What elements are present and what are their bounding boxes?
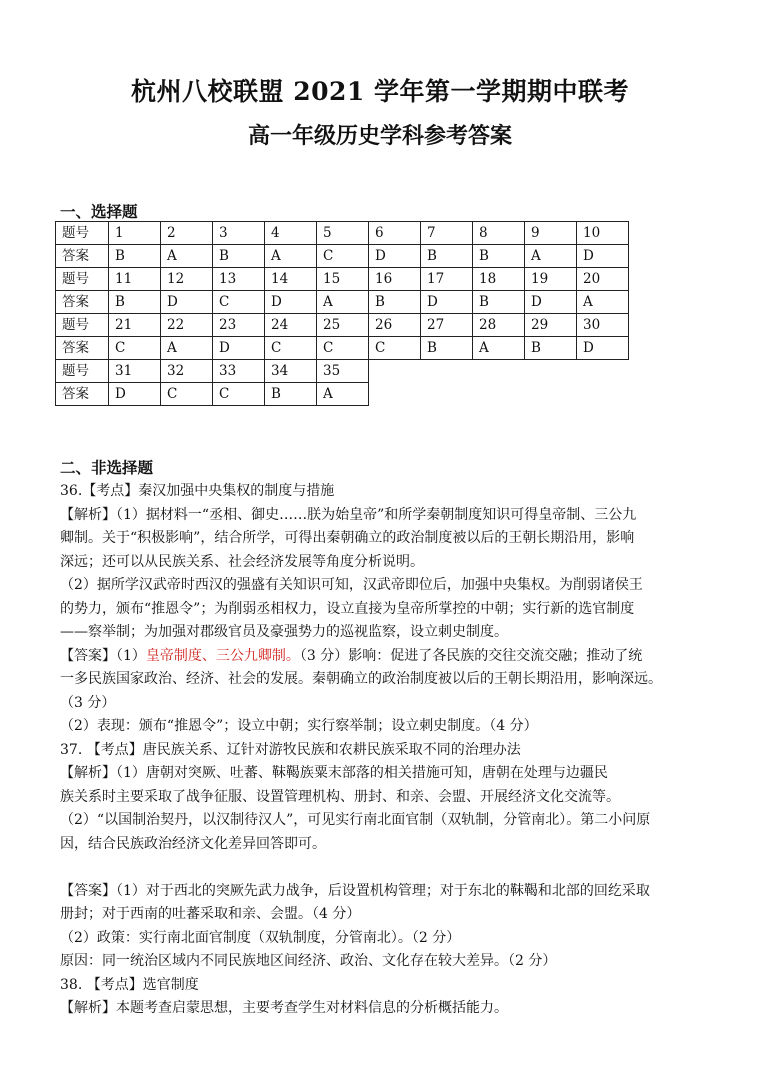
question-number-cell: 8 <box>473 222 525 245</box>
line-text-tail: （3 分）影响：促进了各民族的交往交流交融；推动了统 <box>299 647 643 664</box>
answer-cell: B <box>213 245 265 268</box>
question-number-cell: 9 <box>525 222 577 245</box>
row-label-answer: 答案 <box>56 245 109 268</box>
row-label-question: 题号 <box>56 268 109 291</box>
line-text: （3 分） <box>60 694 116 711</box>
question-number-cell: 10 <box>577 222 629 245</box>
answer-cell: A <box>577 291 629 314</box>
question-number-cell: 15 <box>317 268 369 291</box>
answer-cell: D <box>421 291 473 314</box>
answer-explanations <box>60 480 710 1021</box>
question-number-cell: 5 <box>317 222 369 245</box>
answer-cell: A <box>317 383 369 406</box>
answer-cell: C <box>213 383 265 406</box>
line-text: 原因：同一统治区域内不同民族地区间经济、政治、文化存在较大差异。（2 分） <box>60 953 557 969</box>
answer-cell: A <box>525 245 577 268</box>
text-line <box>60 504 710 528</box>
text-line <box>60 621 710 645</box>
text-line <box>60 880 710 904</box>
question-number-cell: 25 <box>317 314 369 337</box>
text-line <box>60 856 710 880</box>
answer-cell: B <box>421 245 473 268</box>
answer-cell: C <box>213 291 265 314</box>
answer-cell: A <box>265 245 317 268</box>
question-number-cell: 14 <box>265 268 317 291</box>
empty-cell <box>369 360 421 383</box>
question-number-cell: 17 <box>421 268 473 291</box>
line-text: （2）“以国制治契丹，以汉制待汉人”，可见实行南北面官制（双轨制，分管南北）。第二小问原 <box>60 812 651 828</box>
text-line <box>60 974 710 998</box>
page-subtitle: 高一年级历史学科参考答案 <box>247 123 512 149</box>
text-line <box>60 903 710 927</box>
line-text: 37. 【考点】唐民族关系、辽针对游牧民族和农耕民族采取不同的治理办法 <box>60 741 521 758</box>
row-label-question: 题号 <box>56 222 109 245</box>
question-number-cell: 35 <box>317 360 369 383</box>
text-line <box>60 551 710 575</box>
table-row <box>56 314 629 337</box>
text-line <box>60 574 710 598</box>
question-number-cell: 3 <box>213 222 265 245</box>
answer-cell: B <box>473 291 525 314</box>
answer-cell: A <box>473 337 525 360</box>
section-heading-choice: 一、选择题 <box>60 202 138 221</box>
text-line <box>60 480 710 504</box>
table-row <box>56 268 629 291</box>
answer-cell: C <box>317 337 369 360</box>
question-number-cell: 21 <box>109 314 161 337</box>
question-number-cell: 1 <box>109 222 161 245</box>
question-number-cell: 27 <box>421 314 473 337</box>
table-row <box>56 222 629 245</box>
empty-cell <box>525 360 577 383</box>
line-text: 深远；还可以从民族关系、社会经济发展等角度分析说明。 <box>60 553 424 570</box>
line-text: 【答案】（1）对于西北的突厥先武力战争，后设置机构管理；对于东北的靺鞨和北部的回纥采取 <box>60 882 650 899</box>
table-row <box>56 337 629 360</box>
line-text: （2）政策：实行南北面官制度（双轨制度，分管南北）。（2 分） <box>60 929 461 946</box>
text-line <box>60 668 710 692</box>
answer-cell: B <box>525 337 577 360</box>
text-line <box>60 739 710 763</box>
text-line <box>60 950 710 974</box>
empty-cell <box>577 383 629 406</box>
page-title: 杭州八校联盟 2021 学年第一学期期中联考 <box>131 77 629 106</box>
question-number-cell: 4 <box>265 222 317 245</box>
text-line <box>60 762 710 786</box>
question-number-cell: 2 <box>161 222 213 245</box>
table-row <box>56 245 629 268</box>
text-line <box>60 833 710 857</box>
question-number-cell: 30 <box>577 314 629 337</box>
line-text: 【解析】本题考查启蒙思想，主要考查学生对材料信息的分析概括能力。 <box>60 1000 508 1016</box>
answer-table <box>55 221 629 406</box>
answer-cell: C <box>317 245 369 268</box>
line-text: 【解析】（1）据材料一“丞相、御史……朕为始皇帝”和所学秦朝制度知识可得皇帝制、三公九 <box>60 506 637 523</box>
answer-cell: D <box>369 245 421 268</box>
empty-cell <box>421 360 473 383</box>
text-line <box>60 997 710 1021</box>
answer-cell: B <box>473 245 525 268</box>
question-number-cell: 22 <box>161 314 213 337</box>
answer-cell: A <box>161 245 213 268</box>
answer-cell: A <box>317 291 369 314</box>
line-text: ——察举制；为加强对郡级官员及豪强势力的巡视监察，设立刺史制度。 <box>60 624 508 640</box>
answer-cell: D <box>109 383 161 406</box>
line-text: 【解析】（1）唐朝对突厥、吐蕃、靺鞨族粟末部落的相关措施可知，唐朝在处理与边疆民 <box>60 765 608 781</box>
answer-cell: D <box>161 291 213 314</box>
empty-cell <box>473 360 525 383</box>
question-number-cell: 33 <box>213 360 265 383</box>
row-label-answer: 答案 <box>56 291 109 314</box>
line-text: 【答案】（1） <box>60 647 146 664</box>
question-number-cell: 19 <box>525 268 577 291</box>
line-text: 册封；对于西南的吐蕃采取和亲、会盟。（4 分） <box>60 906 361 922</box>
empty-cell <box>369 383 421 406</box>
text-line <box>60 927 710 951</box>
empty-cell <box>525 383 577 406</box>
highlighted-answer: 皇帝制度、三公九卿制。 <box>145 647 300 664</box>
question-number-cell: 24 <box>265 314 317 337</box>
text-line <box>60 715 710 739</box>
answer-cell: C <box>109 337 161 360</box>
text-line <box>60 692 710 716</box>
text-line <box>60 809 710 833</box>
line-text: （2）表现：颁布“推恩令”；设立中朝；实行察举制；设立刺史制度。（4 分） <box>60 718 538 734</box>
question-number-cell: 13 <box>213 268 265 291</box>
empty-cell <box>421 383 473 406</box>
answer-cell: B <box>109 291 161 314</box>
row-label-answer: 答案 <box>56 337 109 360</box>
question-number-cell: 31 <box>109 360 161 383</box>
question-number-cell: 18 <box>473 268 525 291</box>
question-number-cell: 29 <box>525 314 577 337</box>
table-row <box>56 360 629 383</box>
question-number-cell: 11 <box>109 268 161 291</box>
question-number-cell: 6 <box>369 222 421 245</box>
text-line <box>60 527 710 551</box>
answer-cell: B <box>421 337 473 360</box>
answer-cell: C <box>265 337 317 360</box>
answer-cell: D <box>213 337 265 360</box>
line-text: 卿制。关于“积极影响”，结合所学，可得出秦朝确立的政治制度被以后的王朝长期沿用，影响 <box>60 530 635 546</box>
line-text: （2）据所学汉武帝时西汉的强盛有关知识可知，汉武帝即位后，加强中央集权。为削弱诸侯王 <box>60 577 643 593</box>
line-text: 的势力，颁布“推恩令”；为削弱丞相权力，设立直接为皇帝所掌控的中朝；实行新的选官制度 <box>60 600 635 617</box>
answer-cell: D <box>265 291 317 314</box>
answer-cell: C <box>161 383 213 406</box>
text-line <box>60 645 710 669</box>
answer-cell: C <box>369 337 421 360</box>
answer-cell: A <box>161 337 213 360</box>
row-label-answer: 答案 <box>56 383 109 406</box>
empty-cell <box>577 360 629 383</box>
line-text: 36.【考点】秦汉加强中央集权的制度与措施 <box>60 483 335 499</box>
question-number-cell: 16 <box>369 268 421 291</box>
question-number-cell: 34 <box>265 360 317 383</box>
line-text: 因，结合民族政治经济文化差异回答即可。 <box>60 835 326 852</box>
question-number-cell: 7 <box>421 222 473 245</box>
row-label-question: 题号 <box>56 360 109 383</box>
question-number-cell: 32 <box>161 360 213 383</box>
answer-cell: B <box>369 291 421 314</box>
text-line <box>60 598 710 622</box>
row-label-question: 题号 <box>56 314 109 337</box>
question-number-cell: 26 <box>369 314 421 337</box>
question-number-cell: 28 <box>473 314 525 337</box>
table-row <box>56 383 629 406</box>
line-text: 族关系时主要采取了战争征服、设置管理机构、册封、和亲、会盟、开展经济文化交流等。 <box>60 788 620 805</box>
answer-cell: D <box>525 291 577 314</box>
line-text: 一多民族国家政治、经济、社会的发展。秦朝确立的政治制度被以后的王朝长期沿用，影响深远。 <box>60 671 662 687</box>
answer-cell: D <box>577 245 629 268</box>
section-heading-nonchoice: 二、非选择题 <box>60 458 154 477</box>
question-number-cell: 23 <box>213 314 265 337</box>
answer-cell: B <box>109 245 161 268</box>
question-number-cell: 20 <box>577 268 629 291</box>
answer-cell: B <box>265 383 317 406</box>
line-text: 38. 【考点】选官制度 <box>60 976 199 993</box>
question-number-cell: 12 <box>161 268 213 291</box>
table-row <box>56 291 629 314</box>
empty-cell <box>473 383 525 406</box>
text-line <box>60 786 710 810</box>
answer-cell: D <box>577 337 629 360</box>
